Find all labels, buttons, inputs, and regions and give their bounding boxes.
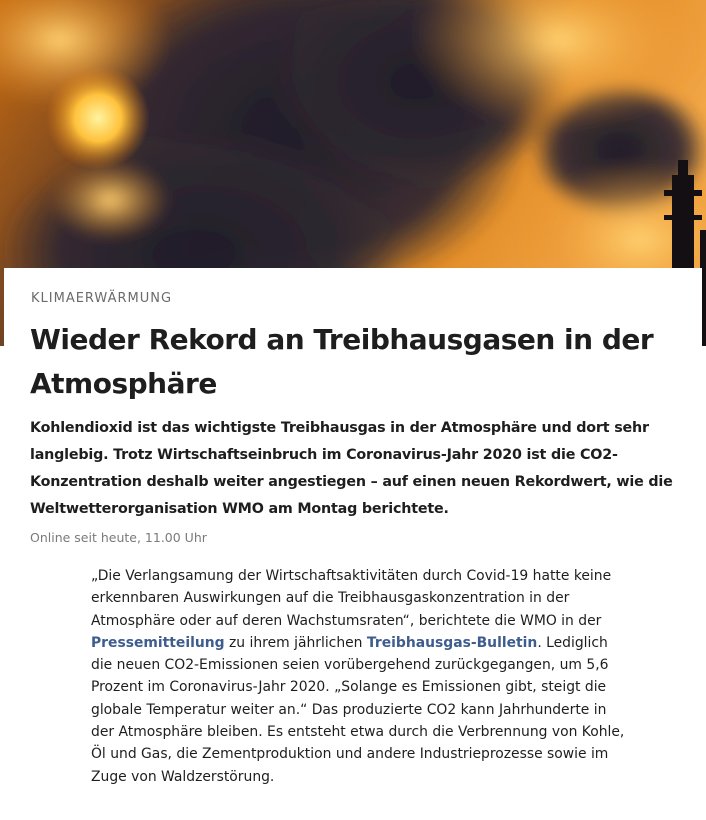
body-text: „Die Verlangsamung der Wirtschaftsaktivitäten durch Covid-19 hatte keine erkennbaren Auswirkungen auf die Treibhausgaskonzentration in der Atmosphäre oder auf deren Wachstumsraten“, berichtete die WMO in der [91, 568, 612, 629]
body-text: . Lediglich die neuen CO2-Emissionen seien vorübergehend zurückgegangen, um 5,6 Prozent im Coronavirus-Jahr 2020. „Solange es Emissionen gibt, steigt die globale Temperatur weiter an.“ Das produzierte CO2 kann Jahrhunderte in der Atmosphäre bleiben. Es entsteht etwa durch die Verbrennung von Kohle, Öl und Gas, die Zementproduktion und andere Industrieprozesse sowie im Zuge von Waldzerstörung. [91, 634, 625, 785]
article-lead: Kohlendioxid ist das wichtigste Treibhausgas in der Atmosphäre und dort sehr langlebig. Trotz Wirtschaftseinbruch im Coronavirus-Jahr 2020 ist die CO2-Konzentration deshalb weiter angestiegen – auf einen neuen Rekordwert, wie die Weltwetterorganisation WMO am Montag berichtete. [30, 420, 673, 517]
press-release-link[interactable]: Pressemitteilung [91, 634, 225, 651]
article-headline: Wieder Rekord an Treibhausgasen in der Atmosphäre [30, 323, 654, 400]
body-text: zu ihrem jährlichen [224, 634, 367, 651]
article-kicker: KLIMAERWÄRMUNG [31, 291, 173, 306]
article-body [91, 565, 631, 788]
bulletin-link[interactable]: Treibhausgas-Bulletin [366, 634, 538, 651]
article-card [4, 268, 702, 820]
article-dateline: Online seit heute, 11.00 Uhr [30, 530, 207, 545]
